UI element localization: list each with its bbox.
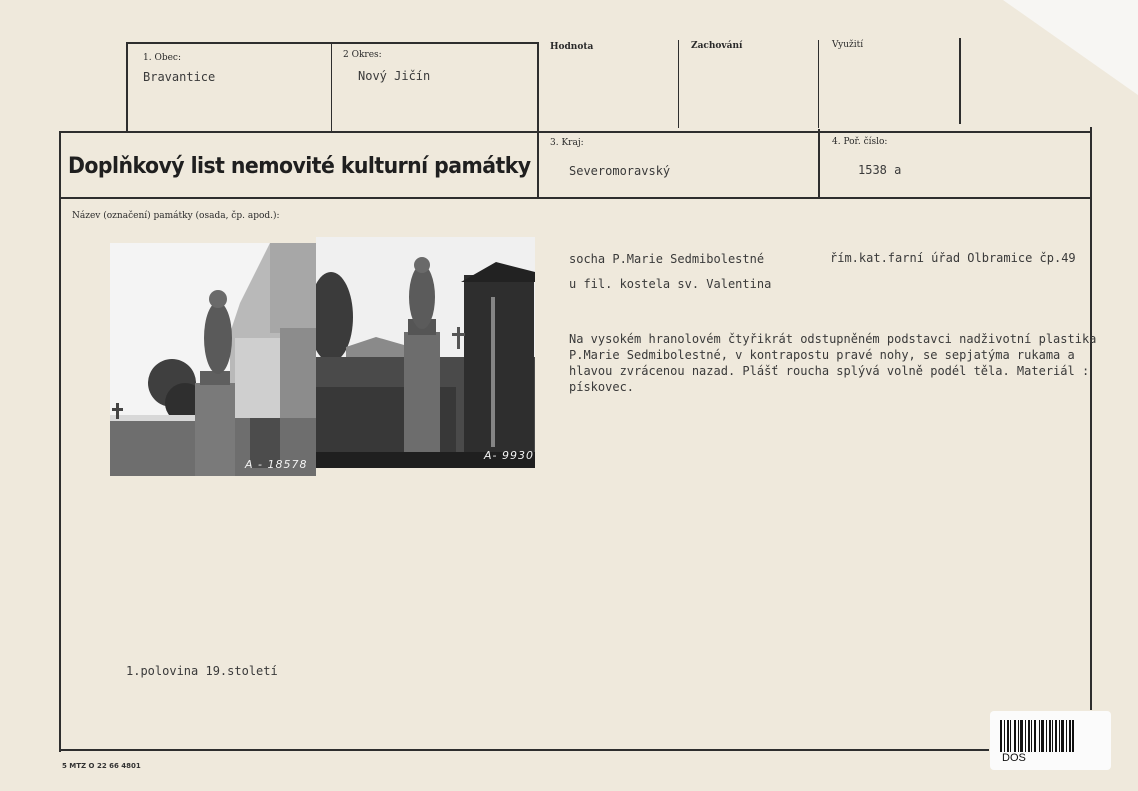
description-line: P.Marie Sedmibolestné, v kontrapostu pravé nohy, se sepjatýma rukama a: [569, 348, 1075, 362]
rule-header-bottom: [59, 197, 1091, 199]
rule-col-2: [678, 40, 679, 128]
rule-top-header: [126, 42, 538, 44]
rule-col-3: [818, 40, 819, 128]
photo-statue-left: [110, 243, 316, 476]
rule-header-sep-2: [818, 129, 820, 198]
rule-top-right: [537, 42, 539, 131]
kraj-label: 3. Kraj:: [550, 138, 584, 148]
monument-name-line-2: u fil. kostela sv. Valentina: [569, 277, 772, 291]
photo-left-id: A - 18578: [245, 458, 308, 471]
form-title: Doplňkový list nemovité kulturní památky: [68, 154, 531, 179]
paper-corner-cut: [1003, 0, 1138, 95]
print-code: 5 MTZ O 22 66 4801: [62, 762, 141, 770]
photo-right-id: A- 9930: [484, 449, 534, 462]
okres-label: 2 Okres:: [343, 50, 382, 60]
kraj-value: Severomoravský: [569, 164, 671, 178]
barcode-icon: [1000, 720, 1074, 752]
owner-text: řím.kat.farní úřad Olbramice čp.49: [830, 251, 1076, 265]
rule-main-left: [59, 131, 61, 752]
rule-main-right: [1090, 127, 1092, 710]
zachovani-label: Zachování: [691, 41, 743, 51]
monument-description: [569, 331, 1099, 395]
por-cislo-label: 4. Poř. číslo:: [832, 137, 888, 147]
nazev-label: Název (označení) památky (osada, čp. apod.):: [72, 211, 280, 221]
por-cislo-value: 1538 a: [858, 163, 902, 177]
hodnota-label: Hodnota: [550, 42, 594, 52]
description-line: Na vysokém hranolovém čtyřikrát odstupněném podstavci nadživotní plastika: [569, 332, 1097, 346]
rule-col-4: [959, 38, 961, 124]
barcode-sticker: [990, 711, 1111, 770]
rule-main-top: [59, 131, 1091, 133]
photo-statue-right: [316, 237, 535, 468]
rule-header-sep-1: [537, 131, 539, 198]
description-line: pískovec.: [569, 380, 635, 394]
dating-text: 1.polovina 19.století: [126, 664, 278, 678]
vyuziti-label: Využití: [832, 40, 864, 50]
obec-value: Bravantice: [143, 70, 216, 84]
rule-top-left: [126, 42, 128, 131]
okres-value: Nový Jičín: [358, 69, 431, 83]
monument-name-line-1: socha P.Marie Sedmibolestné: [569, 252, 765, 266]
barcode-label: DOS: [1002, 752, 1026, 764]
rule-top-mid: [331, 43, 332, 131]
rule-main-bottom: [59, 749, 989, 751]
description-line: hlavou zvrácenou nazad. Plášť roucha splývá volně podél těla. Materiál :: [569, 364, 1090, 378]
obec-label: 1. Obec:: [143, 53, 181, 63]
